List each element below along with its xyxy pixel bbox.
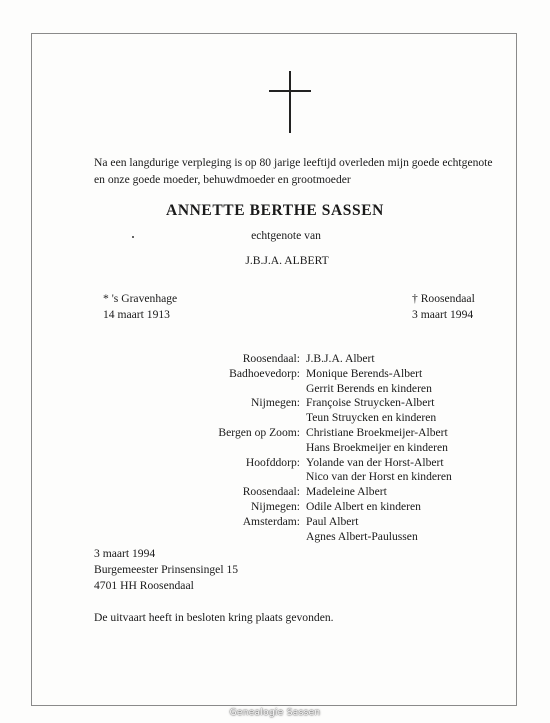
birth-info [103,291,177,323]
death-info [412,291,475,323]
relative-row [0,441,550,455]
spouse-label: echtgenote van [251,229,321,242]
intro-line: Na een langdurige verpleging is op 80 jarige leeftijd overleden mijn goede echtgenote [94,156,493,169]
relative-row [0,470,550,484]
intro-line: en onze goede moeder, behuwdmoeder en grootmoeder [94,173,351,186]
relative-row [0,500,550,514]
relative-place: Amsterdam: [242,514,300,528]
relative-row [0,396,550,410]
address-line: 4701 HH Roosendaal [94,579,194,592]
relative-row [0,515,550,529]
relative-row [0,530,550,544]
death-date: 3 maart 1994 [412,308,474,321]
relative-place: Bergen op Zoom: [218,426,300,439]
relative-place: Nijmegen: [251,396,300,410]
relative-name: Teun Struycken en kinderen [306,411,437,425]
relative-row [0,352,550,366]
relative-name: Françoise Struycken-Albert [306,396,435,410]
relative-row [0,411,550,425]
relative-row [0,382,550,396]
relative-name: Agnes Albert-Paulussen [306,529,418,543]
watermark: Genealogie Sassen [229,708,321,718]
relative-name: Odile Albert en kinderen [306,500,421,513]
relative-row [0,367,550,381]
relative-name: Christiane Broekmeijer-Albert [306,426,448,439]
relative-name: J.B.J.A. Albert [306,352,375,365]
birth-place: * 's Gravenhage [103,292,178,305]
relative-name: Yolande van der Horst-Albert [306,455,444,469]
address-block [94,546,238,594]
relative-place: Nijmegen: [251,500,300,513]
relative-row [0,426,550,440]
relative-place: Hoofddorp: [245,455,300,469]
spouse-name: J.B.J.A. ALBERT [245,254,329,267]
birth-date: 14 maart 1913 [103,308,170,321]
funeral-note: De uitvaart heeft in besloten kring plaats gevonden. [94,611,334,624]
relative-name: Gerrit Berends en kinderen [306,381,432,395]
address-line: Burgemeester Prinsensingel 15 [94,563,239,576]
relative-row [0,456,550,470]
relative-place: Badhoevedorp: [229,366,300,380]
relative-name: Hans Broekmeijer en kinderen [306,440,448,454]
address-line: 3 maart 1994 [94,547,156,560]
deceased-name: ANNETTE BERTHE SASSEN [166,202,384,219]
intro-text [94,155,493,189]
relative-name: Nico van der Horst en kinderen [306,470,452,484]
relative-name: Monique Berends-Albert [306,366,423,380]
death-place: † Roosendaal [412,292,475,305]
relative-place: Roosendaal: [242,352,300,365]
relative-place: Roosendaal: [242,485,300,499]
relative-row [0,485,550,499]
cross-icon [269,71,311,133]
relative-name: Madeleine Albert [306,485,387,499]
relative-name: Paul Albert [306,514,359,528]
